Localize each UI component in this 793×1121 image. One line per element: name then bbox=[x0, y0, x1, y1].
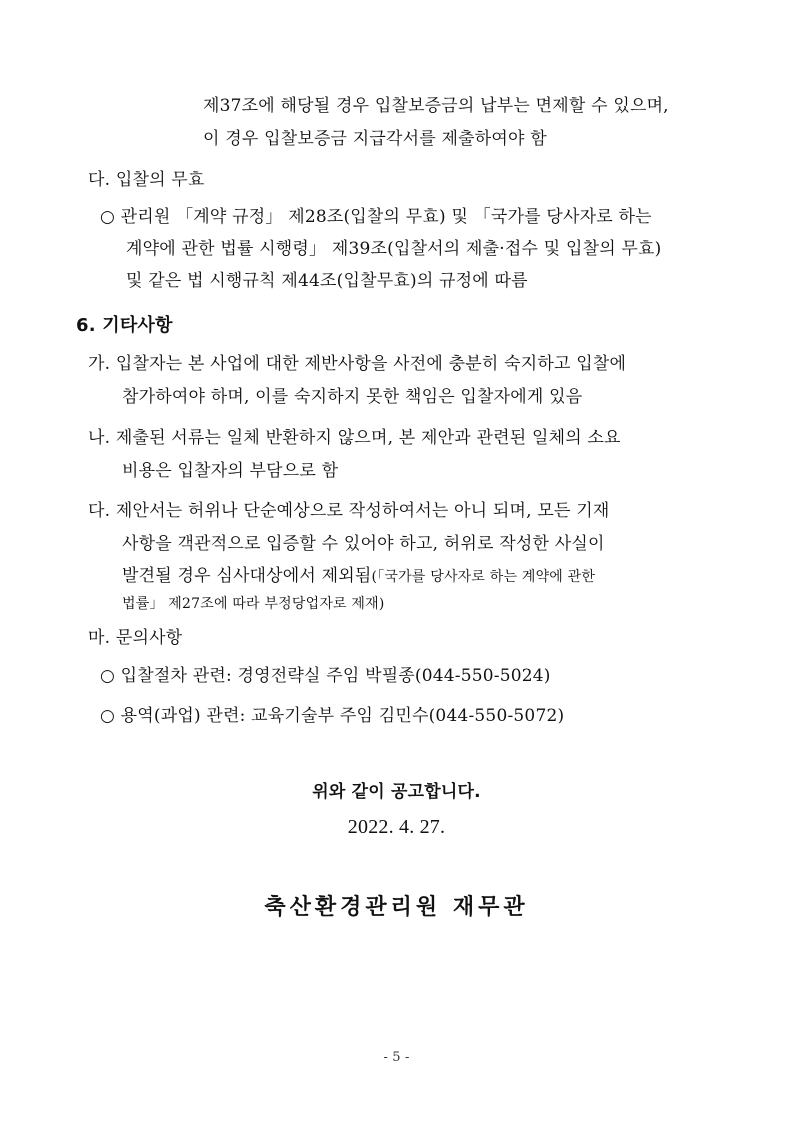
bid-invalidity-bullet-line-2: 계약에 관한 법률 시행령」 제39조(입찰서의 제출·접수 및 입찰의 무효) bbox=[126, 239, 662, 259]
contact-project: ○ 용역(과업) 관련: 교육기술부 주임 김민수(044-550-5072) bbox=[100, 706, 565, 726]
item-da-line-1: 다. 제안서는 허위나 단순예상으로 작성하여서는 아니 되며, 모든 기재 bbox=[88, 501, 610, 521]
item-ga-line-1: 가. 입찰자는 본 사업에 대한 제반사항을 사전에 충분히 숙지하고 입찰에 bbox=[88, 354, 627, 374]
contact-procurement: ○ 입찰절차 관련: 경영전략실 주임 박필종(044-550-5024) bbox=[100, 666, 551, 686]
bond-exemption-line-1: 제37조에 해당될 경우 입찰보증금의 납부는 면제할 수 있으며, bbox=[203, 96, 669, 116]
bid-invalidity-bullet-line-3: 및 같은 법 시행규칙 제44조(입찰무효)의 규정에 따름 bbox=[126, 271, 528, 291]
item-da-line-4-note: 법률」 제27조에 따라 부정당업자로 제재) bbox=[122, 596, 385, 612]
item-na-line-1: 나. 제출된 서류는 일체 반환하지 않으며, 본 제안과 관련된 일체의 소요 bbox=[88, 428, 621, 448]
bid-invalidity-bullet-line-1: ○ 관리원 「계약 규정」 제28조(입찰의 무효) 및 「국가를 당사자로 하는 bbox=[100, 207, 652, 227]
item-ga-line-2: 참가하여야 하며, 이를 숙지하지 못한 책임은 입찰자에게 있음 bbox=[122, 387, 583, 407]
item-da-line-3-main: 발견될 경우 심사대상에서 제외됨 bbox=[122, 566, 372, 586]
page-number: - 5 - bbox=[383, 1050, 410, 1065]
item-da-line-2: 사항을 객관적으로 입증할 수 있어야 하고, 허위로 작성한 사실이 bbox=[122, 534, 605, 554]
item-na-line-2: 비용은 입찰자의 부담으로 함 bbox=[122, 461, 339, 481]
item-da-line-3-note: (「국가를 당사자로 하는 계약에 관한 bbox=[371, 569, 596, 585]
issuer-title: 축산환경관리원 재무관 bbox=[264, 895, 529, 920]
section-6-heading: 6. 기타사항 bbox=[76, 315, 173, 336]
closing-notice: 위와 같이 공고합니다. bbox=[312, 782, 481, 802]
bid-invalidity-title: 다. 입찰의 무효 bbox=[88, 170, 205, 190]
bond-exemption-line-2: 이 경우 입찰보증금 지급각서를 제출하여야 함 bbox=[203, 129, 547, 149]
item-da-line-3 bbox=[122, 564, 595, 589]
announcement-date: 2022. 4. 27. bbox=[347, 816, 446, 838]
inquiries-title: 마. 문의사항 bbox=[88, 628, 183, 648]
